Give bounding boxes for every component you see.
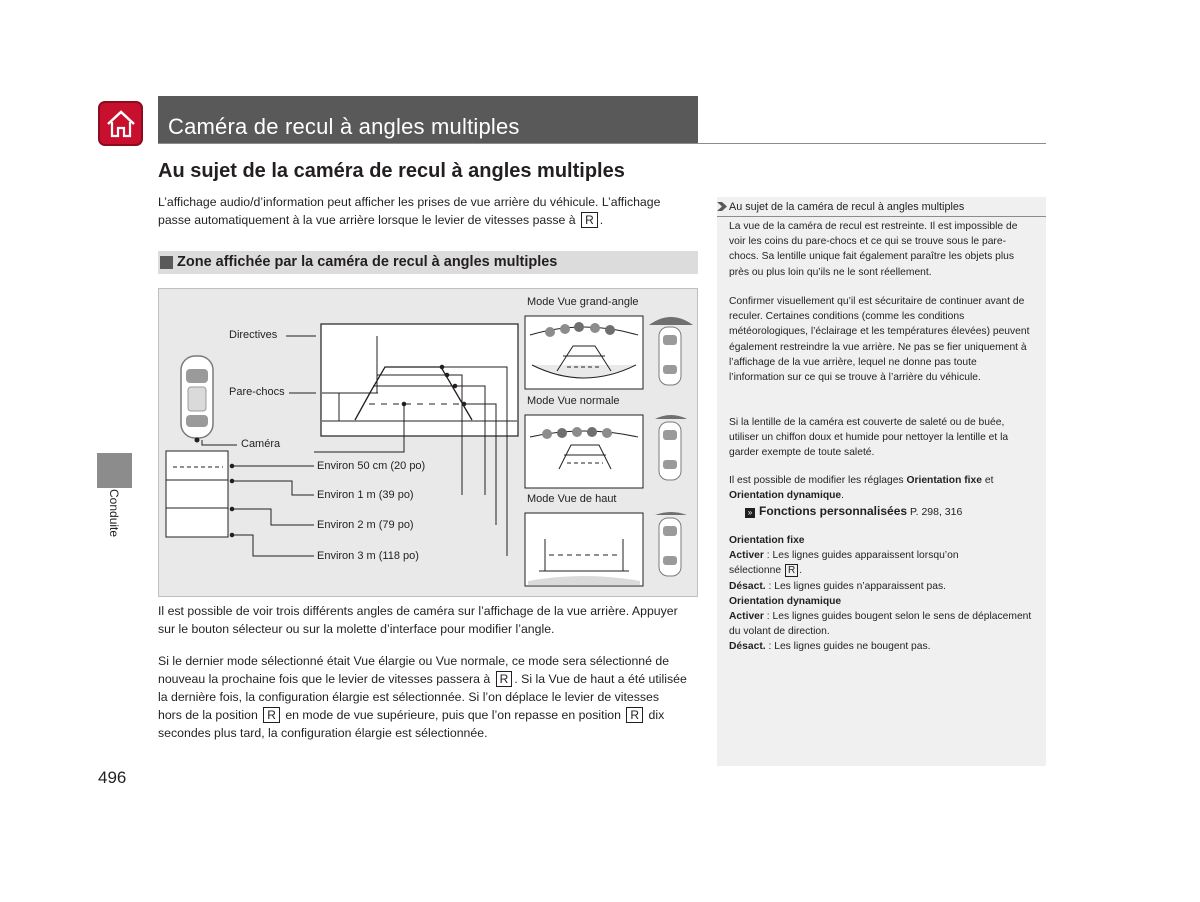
- subsection-heading-bar: [158, 251, 698, 274]
- sidebar-header: Au sujet de la caméra de recul à angles multiples: [717, 197, 1046, 217]
- monitor-view: [321, 324, 518, 436]
- label-mode-grand-angle: Mode Vue grand-angle: [527, 296, 639, 308]
- personalized-functions-link[interactable]: » Fonctions personnalisées P. 298, 316: [745, 504, 962, 518]
- label-directives: Directives: [229, 329, 278, 341]
- arrow-link-icon: »: [745, 508, 755, 518]
- reverse-key: R: [626, 707, 643, 723]
- label-pare-chocs: Pare-chocs: [229, 386, 285, 398]
- label-environ-3m: Environ 3 m (118 po): [317, 550, 419, 562]
- top-view-screen: [525, 513, 643, 586]
- home-button[interactable]: [98, 101, 143, 146]
- angles-paragraph: Il est possible de voir trois différents angles de caméra sur l’affichage de la vue arrière. Appuyer sur le bouton sélecteur ou sur la molette d’interface pour modifier l’angle.: [158, 604, 678, 636]
- label-camera: Caméra: [241, 438, 281, 450]
- title-divider: [158, 143, 1046, 144]
- distance-zones: [166, 451, 228, 537]
- intro-paragraph: L’affichage audio/d’information peut afficher les prises de vue arrière du véhicule. L’affichage passe automatiquement à la vue arrière lorsque le levier de vitesses passe à R .: [158, 195, 661, 227]
- sidebar-paragraph-2: Confirmer visuellement qu’il est sécuritaire de continuer avant de reculer. Certaines conditions (comme les conditions météorologiques, l’éclairage et les températures élevées) peuvent également restreindre la vue arrière. Ne pas se fier uniquement à l’affichage de la vue arrière, lequel ne donne pas toute l’information sur ce qui se trouve à l’arrière du véhicule.: [729, 296, 1030, 384]
- reverse-key: R: [263, 707, 280, 723]
- section-tab-label: Conduite: [107, 489, 121, 538]
- label-environ-2m: Environ 2 m (79 po): [317, 519, 414, 531]
- sidebar-paragraph-1: La vue de la caméra de recul est restreinte. Il est impossible de voir les coins du pare-chocs et ce qui se trouve sous le pare-chocs. Sa lentille unique fait également paraître les objets plus près ou plus loin qu’ils ne le sont réellement.: [729, 221, 1018, 278]
- top-view-car-icon: [655, 512, 687, 576]
- square-bullet-icon: [160, 256, 173, 269]
- chapter-title-bar: [158, 96, 698, 144]
- normal-view-car-icon: [655, 415, 687, 480]
- page-title: Caméra de recul à angles multiples: [168, 114, 520, 139]
- car-top-view-icon: [181, 356, 213, 443]
- section-tab[interactable]: [97, 453, 132, 488]
- page-number: 496: [98, 768, 127, 787]
- mode-memory-paragraph: Si le dernier mode sélectionné était Vue élargie ou Vue normale, ce mode sera sélectionné de nouveau la prochaine fois que le levier de vitesses passera à R . Si la Vue de haut a été utilisée la dernière fois, la configuration élargie est sélectionnée. Si l’on déplace le levier de vitesses hors de la position R en mode de vue supérieure, puis que l’on repasse en position R dix secondes plus tard, la configuration élargie est sélectionnée.: [158, 654, 687, 740]
- section-heading: Au sujet de la caméra de recul à angles multiples: [158, 160, 625, 182]
- reverse-key: R: [581, 212, 598, 228]
- wide-view-car-icon: [649, 317, 693, 385]
- reverse-key: R: [496, 671, 513, 687]
- sidebar-paragraph-4: Il est possible de modifier les réglages Orientation fixe et Orientation dynamique.: [729, 475, 994, 502]
- double-arrow-icon: [717, 202, 727, 211]
- label-environ-1m: Environ 1 m (39 po): [317, 489, 414, 501]
- label-mode-normale: Mode Vue normale: [527, 395, 620, 407]
- wide-view-screen: [525, 316, 643, 389]
- normal-view-screen: [525, 415, 643, 488]
- camera-zone-diagram: [158, 288, 698, 597]
- reverse-key: R: [785, 564, 798, 577]
- label-environ-50cm: Environ 50 cm (20 po): [317, 460, 426, 472]
- sidebar-notes: [717, 197, 1046, 766]
- subsection-heading: Zone affichée par la caméra de recul à angles multiples: [177, 254, 558, 270]
- label-mode-haut: Mode Vue de haut: [527, 493, 617, 505]
- sidebar-orientation-settings: Orientation fixe Activer : Les lignes guides apparaissent lorsqu’on sélectionne R . Désact. : Les lignes guides n’apparaissent pas. Orientation dynamique Activer : Les lignes guides bougent selon le sens de déplacement du volant de direction. Désact. : Les lignes guides ne bougent pas.: [729, 535, 1032, 653]
- home-icon: [105, 109, 137, 139]
- sidebar-paragraph-3: Si la lentille de la caméra est couverte de saleté ou de buée, utiliser un chiffon doux et humide pour nettoyer la lentille et la garder exempte de toute saleté.: [729, 417, 1009, 459]
